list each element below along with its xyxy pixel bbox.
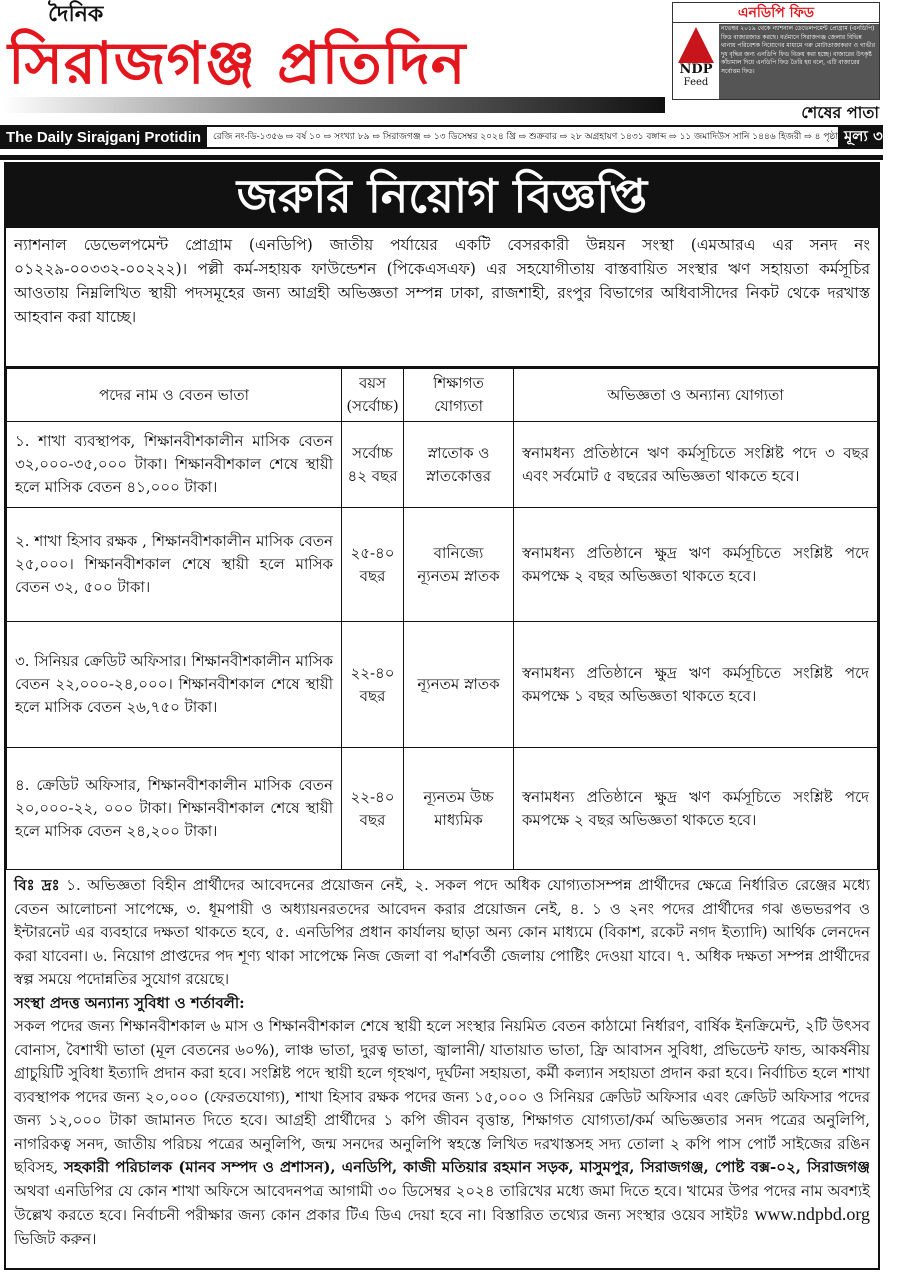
education-cell: ন্যূনতম স্নাতক xyxy=(404,622,514,748)
english-name: The Daily Sirajganj Protidin xyxy=(6,128,202,146)
note-label: বিঃ দ্রঃ xyxy=(14,876,60,894)
issue-meta: রেজি নং-ডি-১৩৫৬ ⇨ বর্ষ ১০ ⇨ সংখ্যা ৮৯ ⇨ সিরাজগঞ্জ ⇨ ১৩ ডিসেম্বর ২০২৪ খ্রি ⇨ শুক্রবার ⇨ ২৮ অগ্রহায়ণ ১৪৩১ বঙ্গাব্দ ⇨ ১১ জমাদিউস সানি ১৪৪৬ হিজরী ⇨ ৪ পৃষ্ঠা xyxy=(207,127,838,147)
logo-text-ndp: NDP xyxy=(679,62,713,77)
table-row xyxy=(7,508,878,622)
masthead xyxy=(0,0,883,125)
post-cell: ১. শাখা ব্যবস্থাপক, শিক্ষানবীশকালীন মাসিক বেতন ৩২,০০০-৩৫,০০০ টাকা। শিক্ষানবীশকাল শেষে স্থায়ী হলে মাসিক বেতন ৪১,০০০ টাকা। xyxy=(7,422,342,508)
education-cell: ন্যূনতম উচ্চ মাধ্যমিক xyxy=(404,748,514,870)
benefits-text: সকল পদের জন্য শিক্ষানবীশকাল ৬ মাস ও শিক্ষানবীশকাল শেষে স্থায়ী হলে সংস্থার নিয়মিত বেতন কাঠামো নির্ধারণ, বার্ষিক ইনক্রিমেন্ট, ২টি উৎসব বোনাস, বৈশাখী ভাতা (মূল বেতনের ৬০%), লাঞ্চ ভাতা, দুরত্ব ভাতা, জ্বালানী/ যাতায়াত ভাতা, ফ্রি আবাসন সুবিধা, প্রভিডেন্ট ফান্ড, আকর্ষনীয় গ্রাচুয়িটি সুবিধা ইত্যাদি প্রদান করা হবে। সংশ্লিষ্ট পদে স্থায়ী হলে গৃহঋণ, দূর্ঘটনা সহায়তা, কর্মী কল্যান সহায়তা প্রদান করা হবে। নির্বাচিত হলে শাখা ব্যবস্থাপক পদের জন্য ২০,০০০ (ফেরতযোগ্য), শাখা হিসাব রক্ষক পদের জন্য ১৫,০০০ ও সিনিয়র ক্রেডিট অফিসার এবং ক্রেডিট অফিসার পদের জন্য ১২,০০০ টাকা জামানত দিতে হবে। আগ্রহী প্রার্থীদের ১ কপি জীবন বৃত্তান্ত, শিক্ষাগত যোগ্যতা/কর্ম অভিজ্ঞতার সনদ পত্রের অনুলিপি, নাগরিকত্ব সনদ, জাতীয় পরিচয় পত্রের অনুলিপি, জন্ম সনদের অনুলিপি স্বহস্তে লিখিত দরখাস্তসহ সদ্য তোলা ২ কপি পাস পোর্ট সাইজের রঙিন ছবিসহ, xyxy=(14,1017,870,1176)
experience-cell: স্বনামধন্য প্রতিষ্ঠানে ক্ষুদ্র ঋণ কর্মসূচিতে সংশ্লিষ্ট পদে কমপক্ষে ১ বছর অভিজ্ঞতা থাকতে হবে। xyxy=(514,622,878,748)
table-header-row xyxy=(7,369,878,422)
ad-text: নভেম্বর ২০১৯ থেকে ন্যাশনাল ডেভেলপমেন্ট প্রোগ্রাম (এনডিপি) ফিড বাজারজাত করছে। বর্তমানে সিরাজগঞ্জ জেলার বিভিন্ন থানায় পরিবেশক নিয়োগের মাধ্যমে গরু মোটাতাজাকরণ ও গাভীর দুধ বৃদ্ধির জন্য এনডিপি ফিড বিক্রয় করা হচ্ছে। বাজারের উৎকৃষ্ট কাঁচামাল দিয়ে এনডিপি ফিড তৈরি হয় বলে, এটি বাজারের সর্বোত্তম ফিড। xyxy=(719,24,879,99)
benefits-heading: সংস্থা প্রদত্ত অন্যান্য সুবিধা ও শর্তাবলী: xyxy=(14,993,245,1012)
job-notice xyxy=(4,162,880,1270)
notes-section xyxy=(6,870,878,1255)
experience-cell: স্বনামধন্য প্রতিষ্ঠানে ক্ষুদ্র ঋণ কর্মসূচিতে সংশ্লিষ্ট পদে কমপক্ষে ২ বছর অভিজ্ঞতা থাকতে হবে। xyxy=(514,748,878,870)
last-page-label: শেষের পাতা xyxy=(801,103,879,122)
table-row xyxy=(7,422,878,508)
divider xyxy=(0,155,883,160)
closing-text: অথবা এনডিপির যে কোন শাখা অফিসে আবেদনপত্র আগামী ৩০ ডিসেম্বর ২০২৪ তারিখের মধ্যে জমা দিতে হবে। খামের উপর পদের নাম অবশ্যই উল্লেখ করতে হবে। নির্বাচনী পরীক্ষার জন্য কোন প্রকার টিএ ডিএ দেয়া হবে না। বিস্তারিত তথ্যের জন্য সংস্থার ওয়েব সাইটঃ xyxy=(14,1181,870,1224)
ad-title: এনডিপি ফিড xyxy=(673,3,879,23)
col-header: পদের নাম ও বেতন ভাতা xyxy=(7,369,342,422)
masthead-dainik: দৈনিক xyxy=(48,1,104,27)
age-cell: ২২-৪০ বছর xyxy=(342,622,404,748)
post-cell: ২. শাখা হিসাব রক্ষক , শিক্ষানবীশকালীন মাসিক বেতন ২৫,০০০। শিক্ষানবীশকাল শেষে স্থায়ী হলে মাসিক বেতন ৩২, ৫০০ টাকা। xyxy=(7,508,342,622)
notice-heading: জরুরি নিয়োগ বিজ্ঞপ্তি xyxy=(6,164,878,228)
price: মূল্য ৩ টাকা xyxy=(843,126,916,145)
col-header: বয়স (সর্বোচ্চ) xyxy=(342,369,404,422)
experience-cell: স্বনামধন্য প্রতিষ্ঠানে ঋণ কর্মসূচিতে সংশ্লিষ্ট পদে ৩ বছর এবং সর্বমোট ৫ বছরের অভিজ্ঞতা থাকতে হবে। xyxy=(514,422,878,508)
note-text: ১. অভিজ্ঞতা বিহীন প্রার্থীদের আবেদনের প্রয়োজন নেই, ২. সকল পদে অধিক যোগ্যতাসম্পন্ন প্রার্থীদের ক্ষেত্রে নির্ধারিত রেঞ্জের মধ্যে বেতন আলোচনা সাপেক্ষে, ৩. ধূমপায়ী ও অধ্যায়নরতদের আবেদন করার প্রয়োজন নেই, ৪. ১ ও ২নং পদের প্রার্থীদের গঝ ঙভভরপব ও ইন্টারনেট এর ব্যবহারে দক্ষতা থাকতে হবে, ৫. এনডিপির প্রধান কার্যালয় ছাড়া অন্য কোন মাধ্যমে (বিকাশ, রকেট নগদ ইত্যাদি) আর্থিক লেনদেন করা যাবেনা। ৬. নিয়োগ প্রাপ্তদের পদ শূণ্য থাকা সাপেক্ষে নিজ জেলা বা প্বার্শবর্তী জেলায় পোষ্টিং দেওয়া যাবে। ৭. অধিক দক্ষতা সম্পন্ন প্রার্থীদের স্বল্প সময়ে পদোন্নতির সুযোগ রয়েছে। xyxy=(14,876,870,988)
post-cell: ৩. সিনিয়র ক্রেডিট অফিসার। শিক্ষানবীশকালীন মাসিক বেতন ২২,০০০-২৪,০০০। শিক্ষানবীশকাল শেষে স্থায়ী হলে মাসিক বেতন ২৬,৭৫০ টাকা। xyxy=(7,622,342,748)
logo-text-feed: Feed xyxy=(683,77,709,88)
age-cell: সর্বোচ্চ ৪২ বছর xyxy=(342,422,404,508)
application-address: সহকারী পরিচালক (মানব সম্পদ ও প্রশাসন), এনডিপি, কাজী মতিয়ার রহমান সড়ক, মাসুমপুর, সিরাজগঞ্জ, পোষ্ট বক্স-০২, সিরাজগঞ্জ xyxy=(64,1158,870,1176)
post-cell: ৪. ক্রেডিট অফিসার, শিক্ষানবীশকালীন মাসিক বেতন ২০,০০০-২২, ০০০ টাকা। শিক্ষানবীশকাল শেষে স্থায়ী হলে মাসিক বেতন ২৪,২০০ টাকা। xyxy=(7,748,342,870)
info-bar xyxy=(0,125,916,149)
education-cell: স্নাতোক ও স্নাতকোত্তর xyxy=(404,422,514,508)
newspaper-title: সিরাজগঞ্জ প্রতিদিন xyxy=(8,29,467,97)
table-row xyxy=(7,622,878,748)
positions-table xyxy=(6,368,878,870)
experience-cell: স্বনামধন্য প্রতিষ্ঠানে ক্ষুদ্র ঋণ কর্মসূচিতে সংশ্লিষ্ট পদে কমপক্ষে ২ বছর অভিজ্ঞতা থাকতে হবে। xyxy=(514,508,878,622)
age-cell: ২৫-৪০ বছর xyxy=(342,508,404,622)
table-row xyxy=(7,748,878,870)
website-link[interactable]: www.ndpbd.org xyxy=(754,1204,870,1224)
education-cell: বানিজ্যে ন্যূনতম স্নাতক xyxy=(404,508,514,622)
ndp-feed-ad xyxy=(672,2,880,100)
cow-logo-icon xyxy=(678,27,714,63)
website-suffix: ভিজিট করুন। xyxy=(14,1229,97,1248)
notice-intro: ন্যাশনাল ডেভেলপমেন্ট প্রোগ্রাম (এনডিপি) জাতীয় পর্যায়ের একটি বেসরকারী উন্নয়ন সংস্থা (এমআরএ এর সনদ নং ০১২২৯-০০৩৩২-০০২২২)। পল্লী কর্ম-সহায়ক ফাউন্ডেশন (পিকেএসএফ) এর সহযোগীতায় বাস্তবায়িত সংস্থার ঋণ সহায়তা কর্মসূচির আওতায় নিম্নলিখিত স্থায়ী পদসমূহের জন্য আগ্রহী অভিজ্ঞতা সম্পন্ন ঢাকা, রাজশাহী, রংপুর বিভাগের অধিবাসীদের নিকট থেকে দরখাস্ত আহবান করা যাচ্ছে। xyxy=(6,228,878,368)
col-header: অভিজ্ঞতা ও অন্যান্য যোগ্যতা xyxy=(514,369,878,422)
col-header: শিক্ষাগত যোগ্যতা xyxy=(404,369,514,422)
decorative-gradient-bar xyxy=(2,97,665,113)
ndp-feed-logo xyxy=(675,25,717,97)
age-cell: ২২-৪০ বছর xyxy=(342,748,404,870)
